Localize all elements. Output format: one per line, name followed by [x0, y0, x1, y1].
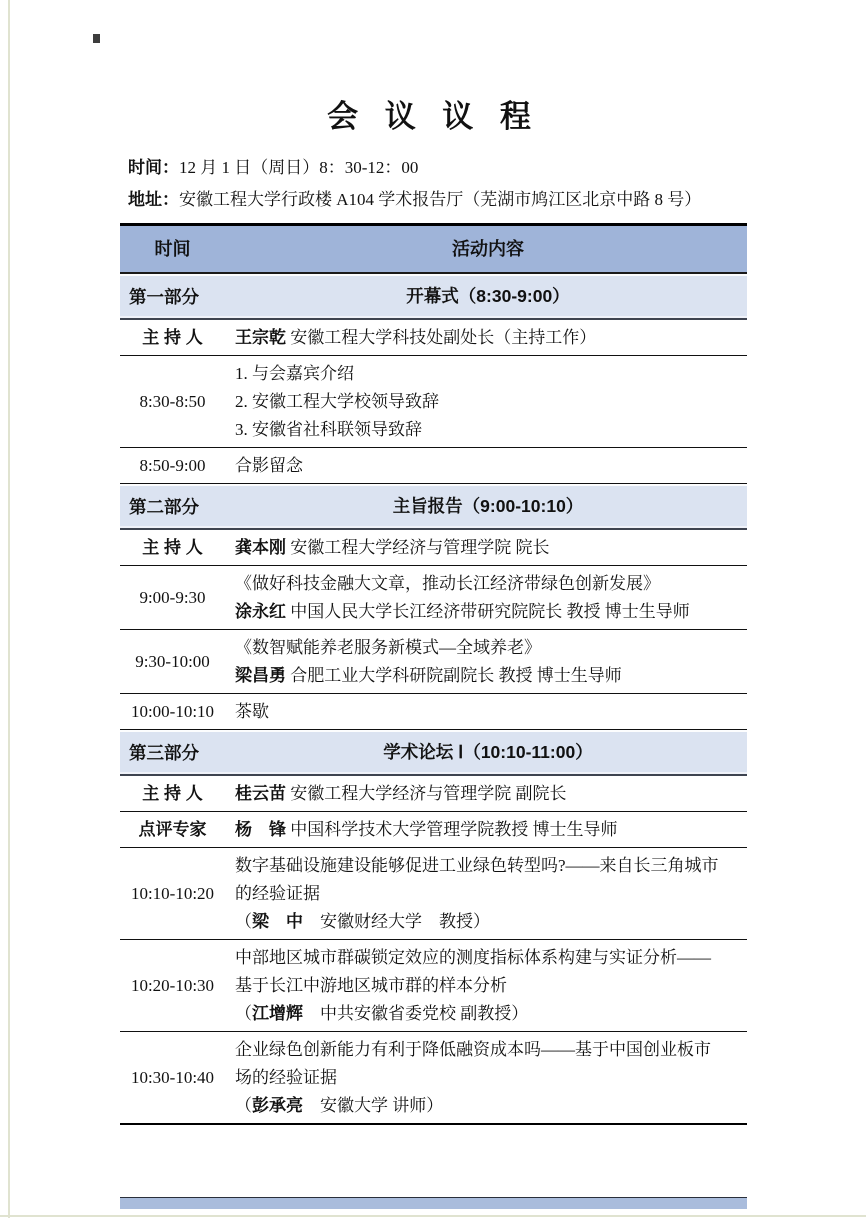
content-cell	[225, 812, 747, 847]
content-text: 的经验证据	[235, 883, 320, 903]
section-title: 开幕式（8:30-9:00）	[406, 286, 570, 306]
section-header-row	[120, 730, 747, 776]
meta-address-value: 安徽工程大学行政楼 A104 学术报告厅（芜湖市鸠江区北京中路 8 号）	[179, 190, 702, 209]
content-line	[235, 852, 741, 880]
content-cell	[225, 940, 747, 1031]
content-line	[235, 1064, 741, 1092]
section-title: 学术论坛 Ⅰ（10:10-11:00）	[383, 742, 593, 762]
scan-speck	[93, 34, 100, 43]
content-line	[235, 662, 741, 690]
agenda-row	[120, 940, 747, 1032]
meta-time-value: 12 月 1 日（周日）8：30-12：00	[179, 158, 419, 177]
agenda-table	[120, 223, 747, 1125]
content-text: 合肥工业大学科研院副院长 教授 博士生导师	[286, 665, 622, 685]
content-text: 企业绿色创新能力有利于降低融资成本吗——基于中国创业板市	[235, 1039, 711, 1059]
content-text: （	[235, 1095, 252, 1115]
content-cell	[225, 630, 747, 693]
table-header-row	[120, 226, 747, 274]
speaker-name: 桂云苗	[235, 783, 286, 803]
content-line	[235, 360, 741, 388]
meta-time-line	[128, 152, 747, 184]
content-text: 安徽工程大学科技处副处长（主持工作）	[286, 327, 597, 347]
speaker-name: 梁 中	[252, 911, 303, 931]
agenda-row	[120, 630, 747, 694]
time-cell: 9:00-9:30	[139, 587, 206, 607]
content-text: 场的经验证据	[235, 1067, 337, 1087]
section-header-row	[120, 484, 747, 530]
meta-address-line	[128, 184, 747, 216]
time-cell: 点评专家	[138, 819, 207, 839]
content-line	[235, 570, 741, 598]
content-text: 3. 安徽省社科联领导致辞	[235, 419, 422, 439]
time-cell: 10:00-10:10	[130, 701, 215, 721]
time-cell: 8:50-9:00	[139, 455, 206, 475]
content-line	[235, 698, 741, 726]
speaker-name: 彭承亮	[252, 1095, 303, 1115]
time-cell: 9:30-10:00	[135, 651, 210, 671]
page-edge-left	[8, 0, 10, 1218]
section-header-row	[120, 274, 747, 320]
meta-block	[120, 152, 747, 216]
meta-time-label: 时间：	[128, 158, 179, 177]
agenda-row	[120, 848, 747, 940]
time-cell: 10:10-10:20	[130, 883, 215, 903]
content-text: 基于长江中游地区城市群的样本分析	[235, 975, 507, 995]
time-cell: 主 持 人	[142, 537, 203, 557]
content-line	[235, 908, 741, 936]
speaker-name: 江增辉	[252, 1003, 303, 1023]
page-edge-bottom	[0, 1215, 866, 1217]
agenda-row	[120, 1032, 747, 1125]
content-text: 2. 安徽工程大学校领导致辞	[235, 391, 439, 411]
content-cell	[225, 448, 747, 483]
content-text: （	[235, 911, 252, 931]
agenda-row	[120, 812, 747, 848]
agenda-row	[120, 566, 747, 630]
content-line	[235, 634, 741, 662]
content-text: 中国科学技术大学管理学院教授 博士生导师	[286, 819, 618, 839]
content-cell	[225, 848, 747, 939]
agenda-row	[120, 356, 747, 448]
content-text: 茶歇	[235, 701, 269, 721]
content-line	[235, 452, 741, 480]
content-text: 安徽大学 讲师）	[303, 1095, 444, 1115]
content-text: 《做好科技金融大文章，推动长江经济带绿色创新发展》	[235, 573, 660, 593]
content-text: （	[235, 1003, 252, 1023]
speaker-name: 王宗乾	[235, 327, 286, 347]
content-line	[235, 880, 741, 908]
content-cell	[225, 530, 747, 565]
content-line	[235, 780, 741, 808]
content-text: 《数智赋能养老服务新模式—全域养老》	[235, 637, 541, 657]
meta-address-label: 地址：	[128, 190, 179, 209]
content-line	[235, 324, 741, 352]
content-text: 1. 与会嘉宾介绍	[235, 363, 354, 383]
agenda-row	[120, 530, 747, 566]
agenda-row	[120, 320, 747, 356]
content-line	[235, 1036, 741, 1064]
content-line	[235, 534, 741, 562]
content-cell	[225, 694, 747, 729]
content-text: 中共安徽省委党校 副教授）	[303, 1003, 529, 1023]
content-cell	[225, 320, 747, 355]
content-cell	[225, 776, 747, 811]
header-time-cell: 时间	[154, 239, 191, 259]
content-line	[235, 944, 741, 972]
time-cell: 主 持 人	[142, 783, 203, 803]
time-cell: 10:30-10:40	[130, 1067, 215, 1087]
content-line	[235, 1092, 741, 1120]
page-title: 会 议 议 程	[327, 99, 540, 134]
time-cell: 8:30-8:50	[139, 391, 206, 411]
content-line	[235, 1000, 741, 1028]
content-line	[235, 416, 741, 444]
content-line	[235, 816, 741, 844]
content-text: 中部地区城市群碳锁定效应的测度指标体系构建与实证分析——	[235, 947, 711, 967]
content-line	[235, 388, 741, 416]
section-part-label: 第三部分	[129, 742, 199, 763]
document-body	[120, 0, 747, 1125]
content-cell	[225, 1032, 747, 1123]
agenda-rows	[120, 274, 747, 1125]
section-part-label: 第二部分	[129, 496, 199, 517]
speaker-name: 杨 锋	[235, 819, 286, 839]
speaker-name: 涂永红	[235, 601, 286, 621]
section-title: 主旨报告（9:00-10:10）	[392, 496, 584, 516]
time-cell: 主 持 人	[142, 327, 203, 347]
content-text: 合影留念	[235, 455, 303, 475]
content-line	[235, 972, 741, 1000]
speaker-name: 梁昌勇	[235, 665, 286, 685]
section-part-label: 第一部分	[129, 286, 199, 307]
agenda-row	[120, 776, 747, 812]
agenda-row	[120, 694, 747, 730]
content-text: 安徽财经大学 教授）	[303, 911, 490, 931]
next-page-section-bar-partial	[120, 1197, 747, 1209]
content-cell	[225, 356, 747, 447]
header-content-cell: 活动内容	[452, 239, 524, 259]
content-line	[235, 598, 741, 626]
agenda-row	[120, 448, 747, 484]
content-text: 安徽工程大学经济与管理学院 院长	[286, 537, 550, 557]
content-text: 数字基础设施建设能够促进工业绿色转型吗?——来自长三角城市	[235, 855, 719, 875]
content-text: 中国人民大学长江经济带研究院院长 教授 博士生导师	[286, 601, 690, 621]
time-cell: 10:20-10:30	[130, 975, 215, 995]
speaker-name: 龚本刚	[235, 537, 286, 557]
content-text: 安徽工程大学经济与管理学院 副院长	[286, 783, 567, 803]
content-cell	[225, 566, 747, 629]
